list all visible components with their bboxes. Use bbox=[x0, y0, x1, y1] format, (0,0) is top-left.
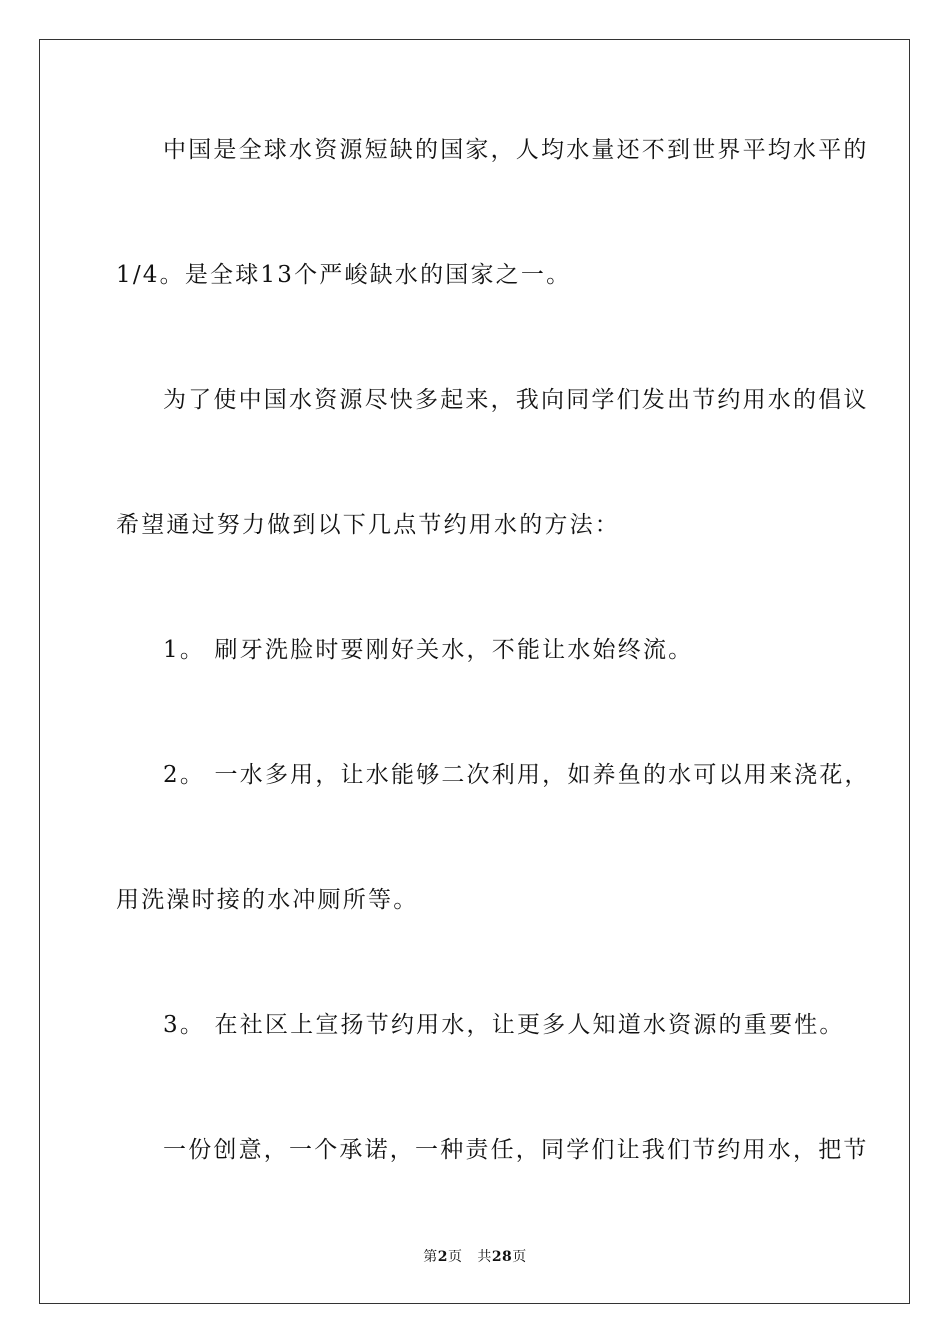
list-item-2: 2。 一水多用，让水能够二次利用，如养鱼的水可以用来浇花， bbox=[163, 762, 870, 788]
total-page-count: 28 bbox=[491, 1249, 513, 1265]
paragraph-line: 用洗澡时接的水冲厕所等。 bbox=[116, 887, 419, 913]
footer-total-prefix: 共 bbox=[477, 1249, 492, 1265]
paragraph-line: 为了使中国水资源尽快多起来，我向同学们发出节约用水的倡议 bbox=[163, 387, 869, 413]
footer-page-suffix: 页 bbox=[447, 1249, 463, 1265]
paragraph-line: 希望通过努力做到以下几点节约用水的方法： bbox=[116, 512, 620, 538]
footer-prefix: 第 bbox=[423, 1249, 438, 1265]
page-footer bbox=[0, 1246, 950, 1266]
page-border bbox=[39, 39, 910, 1304]
footer-total-suffix: 页 bbox=[512, 1249, 527, 1265]
paragraph-line: 1/4。是全球13个严峻缺水的国家之一。 bbox=[116, 262, 572, 288]
list-item-3: 3。 在社区上宣扬节约用水，让更多人知道水资源的重要性。 bbox=[163, 1012, 845, 1038]
list-item-1: 1。 刷牙洗脸时要刚好关水，不能让水始终流。 bbox=[163, 637, 694, 663]
paragraph-line: 中国是全球水资源短缺的国家，人均水量还不到世界平均水平的 bbox=[163, 137, 869, 163]
current-page-number: 2 bbox=[437, 1249, 448, 1265]
paragraph-line: 一份创意，一个承诺，一种责任，同学们让我们节约用水，把节 bbox=[163, 1137, 869, 1163]
